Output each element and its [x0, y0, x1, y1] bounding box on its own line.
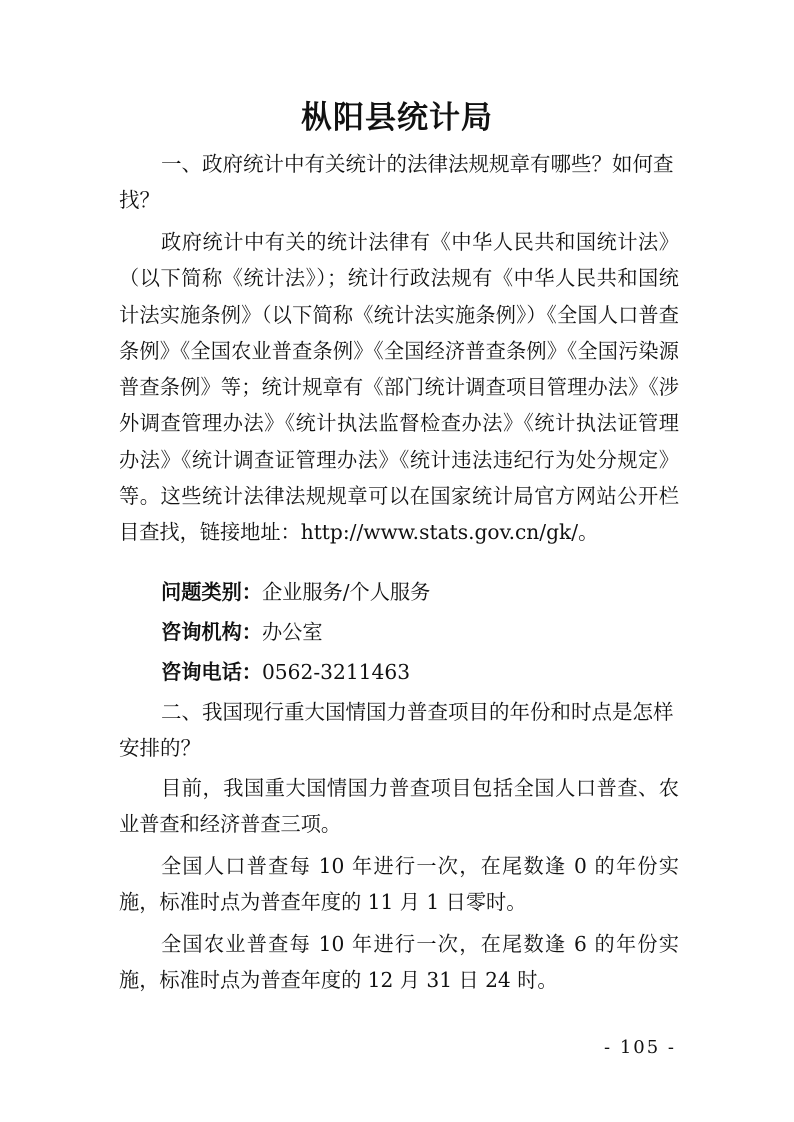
consulting-org-line — [161, 614, 323, 650]
consulting-phone-line — [161, 654, 410, 690]
question-2-paragraph-1: 目前，我国重大国情国力普查项目包括全国人口普查、农业普查和经济普查三项。 — [119, 776, 679, 837]
question-2-paragraph-2: 全国人口普查每 10 年进行一次，在尾数逢 0 的年份实施，标准时点为普查年度的 11 月 1 日零时。 — [119, 854, 679, 915]
question-category-line — [161, 574, 430, 610]
question-category-label: 问题类别： — [161, 580, 262, 604]
question-1-answer: 政府统计中有关的统计法律有《中华人民共和国统计法》（以下简称《统计法》）；统计行政法规有《中华人民共和国统计法实施条例》（以下简称《统计法实施条例》）《全国人口普查条例》《全国农业普查条例》《全国经济普查条例》《全国污染源普查条例》等；统计规章有《部门统计调查项目管理办法》《涉外调查管理办法》《统计执法监督检查办法》《统计执法证管理办法》《统计调查证管理办法》《统计违法违纪行为处分规定》等。这些统计法律法规规章可以在国家统计局官方网站公开栏目查找，链接地址：http://www.stats.gov.cn/gk/。 — [119, 230, 679, 545]
question-1-heading: 一、政府统计中有关统计的法律法规规章有哪些？如何查找？ — [119, 152, 674, 212]
consulting-org-label: 咨询机构： — [161, 620, 262, 644]
document-title: 枞阳县统计局 — [301, 100, 493, 136]
question-category-value: 企业服务/个人服务 — [261, 580, 431, 604]
page-number: - 105 - — [604, 1037, 676, 1058]
consulting-phone-value: 0562-3211463 — [261, 660, 411, 684]
question-2-heading: 二、我国现行重大国情国力普查项目的年份和时点是怎样安排的？ — [119, 700, 674, 760]
consulting-org-value: 办公室 — [261, 620, 323, 644]
consulting-phone-label: 咨询电话： — [161, 660, 262, 684]
question-2-paragraph-3: 全国农业普查每 10 年进行一次，在尾数逢 6 的年份实施，标准时点为普查年度的 12 月 31 日 24 时。 — [119, 932, 679, 993]
